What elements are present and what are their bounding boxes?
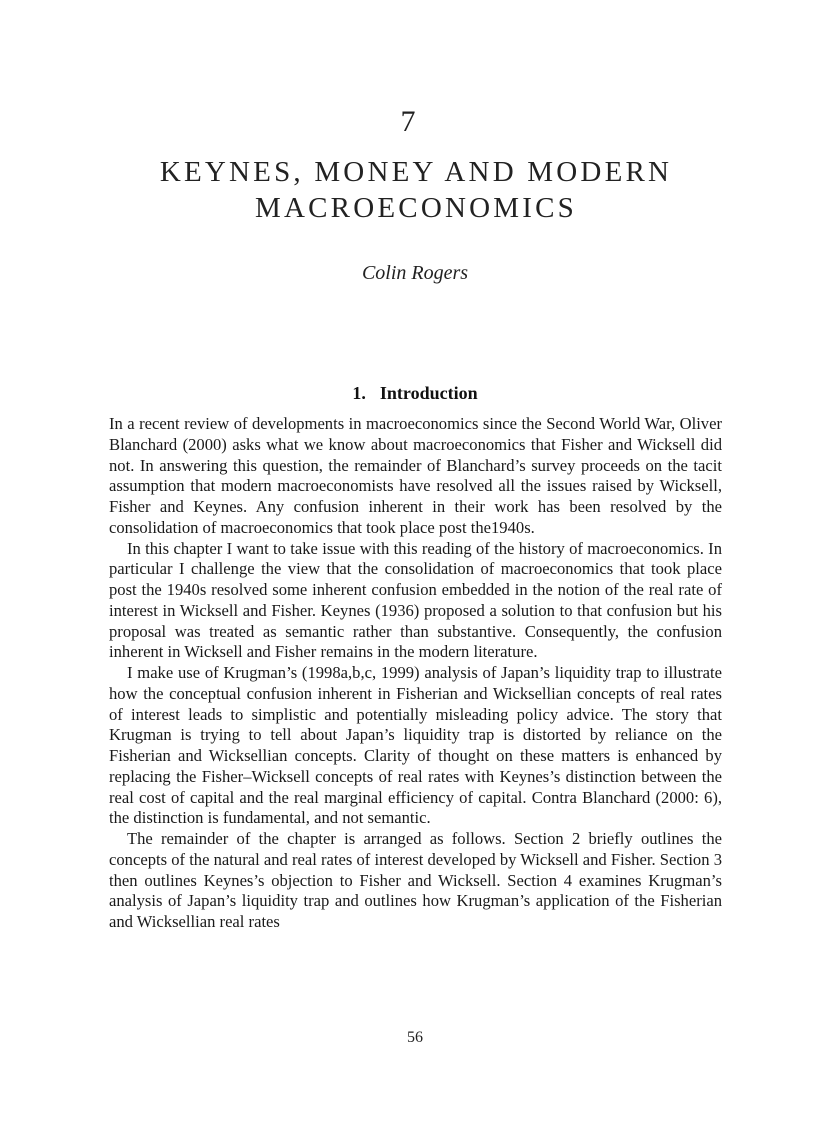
chapter-number: 7 [400, 105, 416, 138]
section-heading [0, 381, 816, 405]
chapter-title-line-2: MACROECONOMICS [255, 192, 577, 224]
chapter-title [100, 154, 732, 226]
body-text [109, 414, 722, 933]
paragraph-2: In this chapter I want to take issue with this reading of the history of macroeconomics. In particular I challenge the view that the consolidation of macroeconomics that took place post the 1940s resolved some inherent confusion embedded in the notion of the real rate of interest in Wicksell and Fisher. Keynes (1936) proposed a solution to that confusion but his proposal was treated as semantic rather than substantive. Consequently, the confusion inherent in Wicksell and Fisher remains in the modern literature. [109, 538, 722, 662]
section-title: Introduction [379, 383, 478, 403]
paragraph-3: I make use of Krugman’s (1998a,b,c, 1999) analysis of Japan’s liquidity trap to illustrate how the conceptual confusion inherent in Fisherian and Wicksellian concepts of real rates of interest leads to simplistic and potentially misleading policy advice. The story that Krugman is trying to tell about Japan’s liquidity trap is distorted by reliance on the Fisherian and Wicksellian concepts. Clarity of thought on these matters is enhanced by replacing the Fisher–Wicksell concepts of real rates with Keynes’s distinction between the real cost of capital and the real marginal efficiency of capital. Contra Blanchard (2000: 6), the distinction is fundamental, and not semantic. [109, 663, 722, 828]
paragraph-4: The remainder of the chapter is arranged as follows. Section 2 briefly outlines the concepts of the natural and real rates of interest developed by Wicksell and Fisher. Section 3 then outlines Keynes’s objection to Fisher and Wicksell. Section 4 examines Krugman’s analysis of Japan’s liquidity trap and outlines how Krugman’s application of the Fisherian and Wicksellian real rates [109, 829, 722, 931]
page-number: 56 [407, 1029, 423, 1046]
chapter-title-line-1: KEYNES, MONEY AND MODERN [159, 156, 673, 188]
paragraph-1: In a recent review of developments in macroeconomics since the Second World War, Oliver Blanchard (2000) asks what we know about macroeconomics that Fisher and Wicksell did not. In answering this question, the remainder of Blanchard’s survey proceeds on the tacit assumption that modern macroeconomists have resolved all the issues raised by Wicksell, Fisher and Keynes. Any confusion inherent in their work has been resolved by the consolidation of macroeconomics that took place post the1940s. [109, 414, 722, 537]
chapter-author: Colin Rogers [361, 262, 469, 284]
section-number: 1. [352, 383, 366, 403]
